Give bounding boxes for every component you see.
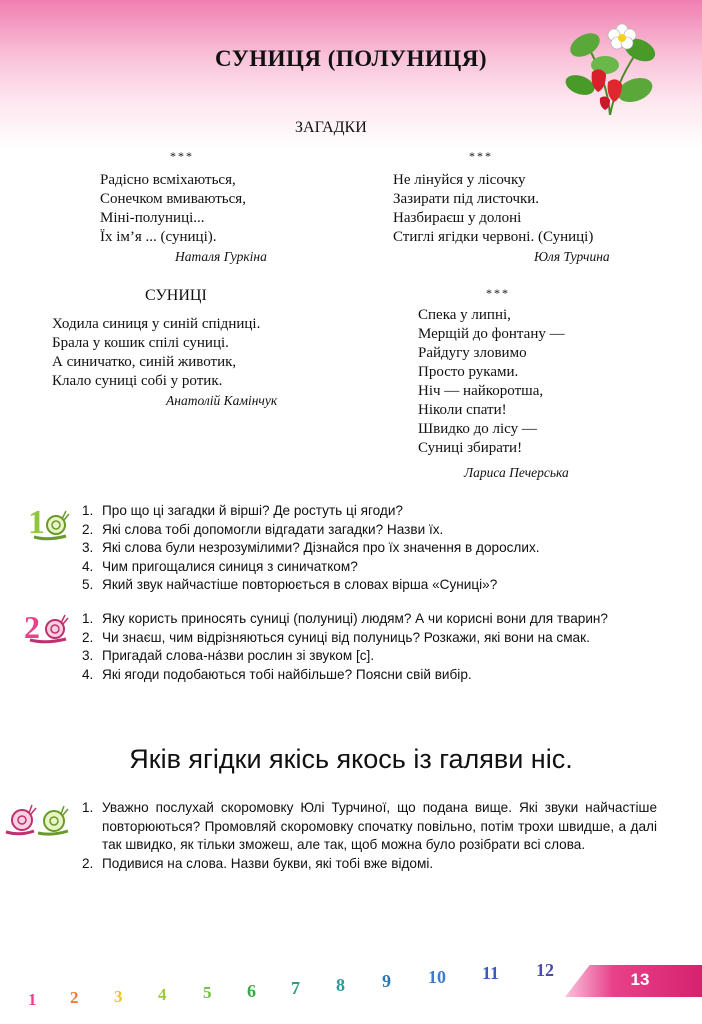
poem-line: Мерщій до фонтану — [418,326,565,342]
poem-right-stars: *** [486,286,510,300]
poem-line: Швидко до лісу — [418,421,537,437]
task1-list [82,502,657,595]
poem-line: Назбираєш у долоні [393,210,522,226]
riddle-left-text [100,171,246,247]
snail-two-icon [22,608,70,644]
riddle-right-text [393,171,593,247]
footer-number: 2 [70,988,79,1007]
item-text: Пригадай слова-нáзви рослин зі звуком [с]. [102,648,375,664]
list-item [82,629,657,648]
riddles-heading: ЗАГАДКИ [295,119,367,136]
item-number: 4. [82,666,94,682]
item-number: 4. [82,558,94,574]
poem-line: А синичатко, синій животик, [52,354,237,370]
poem-line: Ніколи спати! [418,402,507,418]
riddle-right-stars: *** [469,149,493,163]
item-text: Чим пригощалися синиця з синичатком? [102,558,358,574]
list-item [82,666,657,685]
poem-sunytsi-text [52,315,260,391]
poem-line: Райдугу зловимо [418,345,527,361]
item-text: Які слова були незрозумілими? Дізнайся про їх значення в дорослих. [102,540,540,556]
item-text: Про що ці загадки й вірші? Де ростуть ці ягоди? [102,503,403,518]
footer-number: 5 [203,983,212,1002]
footer-number: 8 [336,975,345,995]
item-number: 1. [82,800,94,815]
poem-sunytsi-author: Анатолій Камінчук [166,393,278,408]
poem-line: Міні-полуниці... [100,210,205,226]
footer-number: 10 [428,967,446,987]
item-number: 1. [82,503,94,518]
item-number: 3. [82,648,94,664]
poem-sunytsi-heading: СУНИЦІ [145,287,207,304]
footer-number: 9 [382,971,391,991]
poem-line: Клало суниці собі у ротик. [52,373,223,389]
item-text: Які слова тобі допомогли відгадати загадки? Назви їх. [102,521,444,537]
poem-line: Стиглі ягідки червоні. (Суниці) [393,229,594,245]
snail-one-icon [26,503,70,541]
item-number: 2. [82,855,94,871]
tongue-twister: Яків ягідки якісь якось із галяви ніс. [129,744,573,774]
footer-number: 1 [28,990,37,1009]
poem-line: Спека у липні, [418,307,511,323]
poem-line: Радісно всміхаються, [100,172,236,188]
page-title: СУНИЦЯ (ПОЛУНИЦЯ) [215,46,487,71]
footer-number: 11 [482,963,500,983]
two-snails-icon [4,800,72,836]
item-number: 5. [82,577,94,593]
list-item [82,502,657,521]
poem-line: Брала у кошик спілі суниці. [52,335,229,351]
footer-number: 6 [247,981,256,1001]
list-item [82,521,657,540]
poem-line: Просто руками. [418,364,519,380]
item-text: Чи знаєш, чим відрізняються суниці від полуниць? Розкажи, які вони на смак. [102,629,590,645]
poem-right-text [418,306,565,458]
item-number: 2. [82,521,94,537]
svg-text:1: 1 [28,504,45,541]
riddle-left-author: Наталя Гуркіна [175,249,267,264]
list-item [82,610,657,629]
list-item [82,539,657,558]
poem-line: Їх ім’я ... (суниці). [100,229,217,245]
footer-number: 4 [158,985,167,1004]
footer-number: 12 [536,960,554,980]
list-item [82,558,657,577]
poem-line: Суниці збирати! [418,440,523,456]
riddle-left-stars: *** [170,149,194,163]
task3-list [82,799,657,873]
poem-right-author: Лариса Печерська [464,465,569,480]
poem-line: Ходила синиця у синій спідниці. [52,316,261,332]
task2-list [82,610,657,684]
item-text: Подивися на слова. Назви букви, які тобі вже відомі. [102,855,434,871]
poem-line: Не лінуйся у лісочку [393,172,526,188]
item-text: Яку користь приносять суниці (полуниці) людям? А чи корисні вони для тварин? [102,611,608,626]
page-number: 13 [630,970,650,989]
footer-number: 3 [114,987,123,1006]
item-text: Який звук найчастіше повторюється в словах вірша «Суниці»? [102,577,498,593]
poem-line: Ніч — найкоротша, [418,383,544,399]
item-text: Уважно послухай скоромовку Юлі Турчиної, що подана вище. Які звуки найчастіше повторюються? Промовляй скоромовку спочатку повільно, потім трохи швидше, а далі так швидко, як тільки зможеш, але так, щоб можна було розібрати всі слова. [102,800,657,853]
item-number: 1. [82,611,94,626]
item-text: Які ягоди подобаються тобі найбільше? Поясни свій вибір. [102,666,472,682]
strawberry-illustration [560,10,660,120]
svg-text:2: 2 [24,609,40,644]
list-item [82,855,657,874]
item-number: 2. [82,629,94,645]
list-item [82,576,657,595]
item-number: 3. [82,540,94,556]
poem-line: Зазирати під листочки. [393,191,540,207]
list-item [82,799,657,855]
riddle-right-author: Юля Турчина [534,249,610,264]
footer-number: 7 [291,978,300,998]
poem-line: Сонечком вмиваються, [100,191,246,207]
list-item [82,647,657,666]
